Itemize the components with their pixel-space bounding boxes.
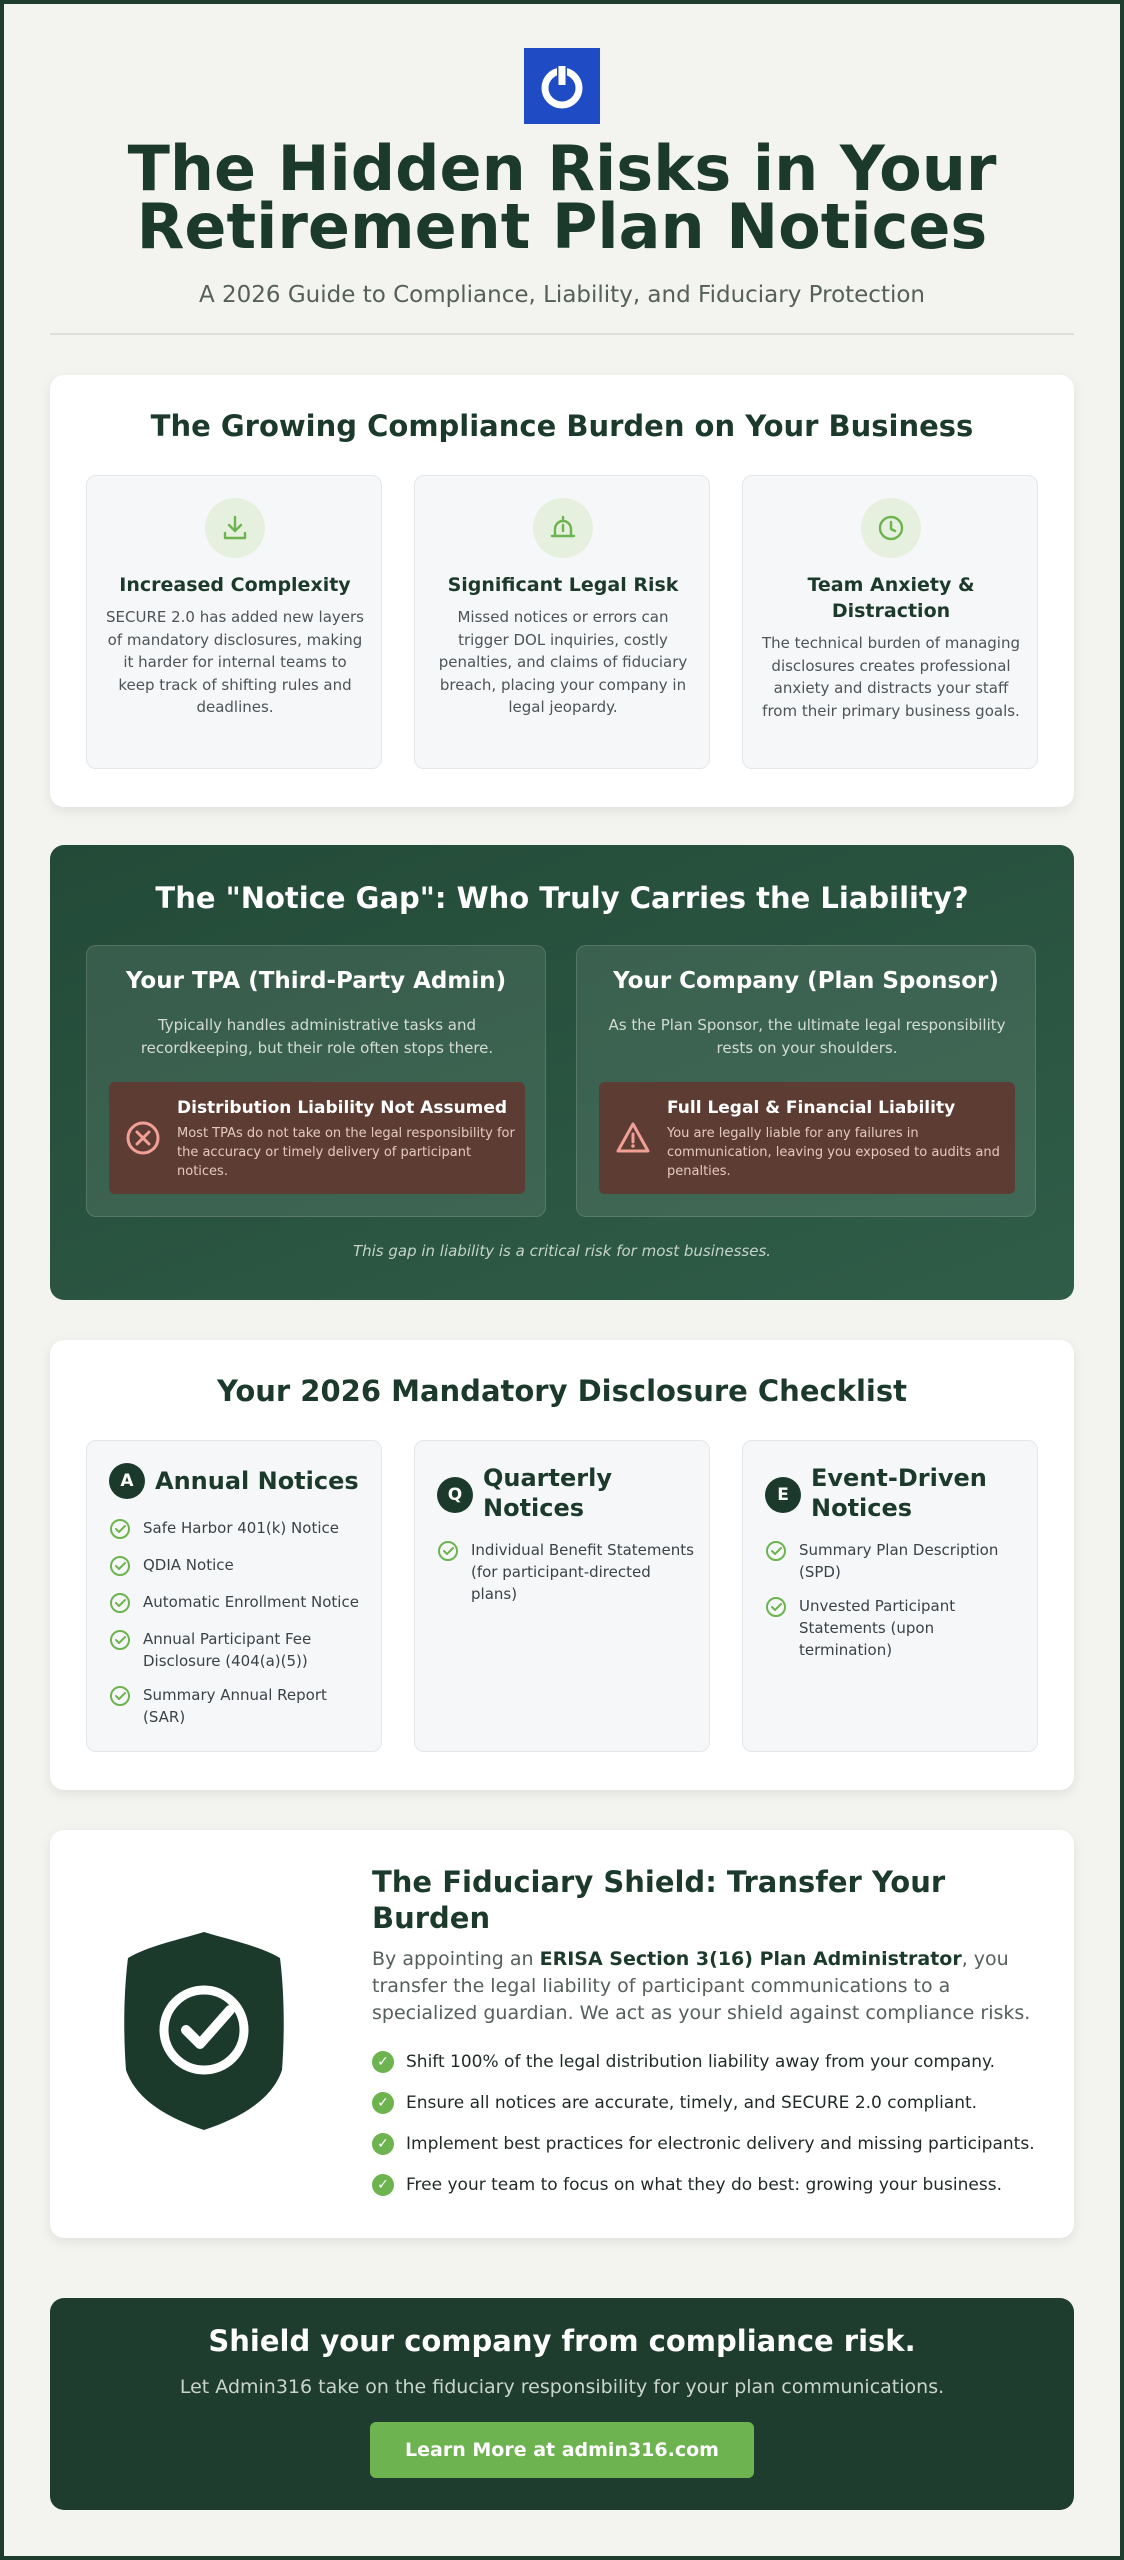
check-circle-icon xyxy=(437,1540,459,1562)
tpa-text: Typically handles administrative tasks and recordkeeping, but their role often stops there. xyxy=(140,1016,494,1057)
check-circle-icon xyxy=(109,1685,131,1707)
section-title: The "Notice Gap": Who Truly Carries the Liability? xyxy=(155,881,969,915)
warning-icon xyxy=(615,1120,651,1156)
annual-notices-card: A Annual Notices Safe Harbor 401(k) Notice QDIA Notice Automatic Enrollment Notice Annual Participant Fee Disclosure (404(a)(5)) Summary Annual Report (SAR) xyxy=(86,1440,382,1752)
company-alert xyxy=(599,1082,1015,1194)
company-card xyxy=(576,945,1036,1217)
card-text: SECURE 2.0 has added new layers of mandatory disclosures, making it harder for internal teams to keep track of shifting rules and deadlines. xyxy=(106,608,364,716)
check-circle-icon xyxy=(109,1555,131,1577)
card-title: Team Anxiety & Distraction xyxy=(807,574,975,622)
company-title: Your Company (Plan Sponsor) xyxy=(613,968,999,994)
tpa-card xyxy=(86,945,546,1217)
check-icon: ✓ xyxy=(372,2092,394,2114)
alert-title: Full Legal & Financial Liability xyxy=(667,1098,956,1118)
notice-gap-section xyxy=(50,845,1074,1300)
alert-text: Most TPAs do not take on the legal responsibility for the accuracy or timely delivery of participant notices. xyxy=(177,1126,515,1179)
tpa-alert xyxy=(109,1082,525,1194)
quarterly-notices-title: Quarterly Notices xyxy=(483,1464,612,1522)
download-icon xyxy=(205,498,265,558)
page-title: The Hidden Risks in Your Retirement Plan Notices xyxy=(127,132,997,263)
header-divider xyxy=(50,333,1074,335)
power-icon xyxy=(524,48,600,124)
cta-section xyxy=(50,2298,1074,2510)
burden-card-team-anxiety xyxy=(742,475,1038,769)
event-driven-notices-title: Event-Driven Notices xyxy=(811,1464,987,1522)
event-driven-notices-card: E Event-Driven Notices Summary Plan Description (SPD) Unvested Participant Statements (upon termination) xyxy=(742,1440,1038,1752)
card-title: Significant Legal Risk xyxy=(447,574,679,596)
check-circle-icon xyxy=(109,1629,131,1651)
alert-title: Distribution Liability Not Assumed xyxy=(177,1098,508,1118)
check-icon: ✓ xyxy=(372,2051,394,2073)
alarm-icon xyxy=(533,498,593,558)
check-icon: ✓ xyxy=(372,2174,394,2196)
card-text: The technical burden of managing disclosures creates professional anxiety and distracts your staff from their primary business goals. xyxy=(762,634,1020,720)
check-icon: ✓ xyxy=(372,2133,394,2155)
check-circle-icon xyxy=(765,1540,787,1562)
card-title: Increased Complexity xyxy=(119,574,351,596)
learn-more-button[interactable]: Learn More at admin316.com xyxy=(370,2422,754,2478)
burden-card-complexity xyxy=(86,475,382,769)
badge-q: Q xyxy=(437,1477,473,1513)
check-circle-icon xyxy=(109,1592,131,1614)
annual-notices-title: Annual Notices xyxy=(155,1467,359,1495)
card-text: Missed notices or errors can trigger DOL inquiries, costly penalties, and claims of fiduciary breach, placing your company in legal jeopardy. xyxy=(438,608,688,716)
gap-note: This gap in liability is a critical risk for most businesses. xyxy=(352,1242,772,1260)
badge-e: E xyxy=(765,1477,801,1513)
check-circle-icon xyxy=(765,1596,787,1618)
shield-check-icon xyxy=(122,1930,286,2132)
x-circle-icon xyxy=(125,1120,161,1156)
cta-title: Shield your company from compliance risk. xyxy=(208,2324,916,2358)
section-title: The Growing Compliance Burden on Your Business xyxy=(150,409,974,443)
disclosure-checklist-section xyxy=(50,1340,1074,1790)
company-text: As the Plan Sponsor, the ultimate legal responsibility rests on your shoulders. xyxy=(608,1016,1006,1057)
tpa-title: Your TPA (Third-Party Admin) xyxy=(125,968,507,994)
cta-text: Let Admin316 take on the fiduciary responsibility for your plan communications. xyxy=(179,2376,945,2398)
badge-a: A xyxy=(109,1463,145,1499)
burden-card-legal-risk xyxy=(414,475,710,769)
shield-description: By appointing an ERISA Section 3(16) Plan Administrator, you transfer the legal liability of participant communications to a specialized guardian. We act as your shield against compliance risks. xyxy=(372,1948,1031,2024)
quarterly-notices-card: Q Quarterly Notices Individual Benefit Statements (for participant-directed plans) xyxy=(414,1440,710,1752)
compliance-burden-section xyxy=(50,375,1074,807)
fiduciary-shield-section: The Fiduciary Shield: Transfer Your Burden By appointing an ERISA Section 3(16) Plan Administrator, you transfer the legal liability of participant communications to a specialized guardian. We act as your shield against compliance risks. ✓ Shift 100% of the legal distribution liability away from your company. ✓ Ensure all notices are accurate, timely, and SECURE 2.0 compliant. ✓ Implement best practices for electronic delivery and missing participants. ✓ Free your team to focus on what they do best: growing your business. xyxy=(50,1830,1074,2238)
alert-text: You are legally liable for any failures in communication, leaving you exposed to audits and penalties. xyxy=(667,1126,1000,1179)
shield-title: The Fiduciary Shield: Transfer Your Burden xyxy=(372,1865,946,1935)
page-subtitle: A 2026 Guide to Compliance, Liability, and Fiduciary Protection xyxy=(198,282,926,308)
check-circle-icon xyxy=(109,1518,131,1540)
clock-icon xyxy=(861,498,921,558)
section-title: Your 2026 Mandatory Disclosure Checklist xyxy=(217,1374,907,1408)
